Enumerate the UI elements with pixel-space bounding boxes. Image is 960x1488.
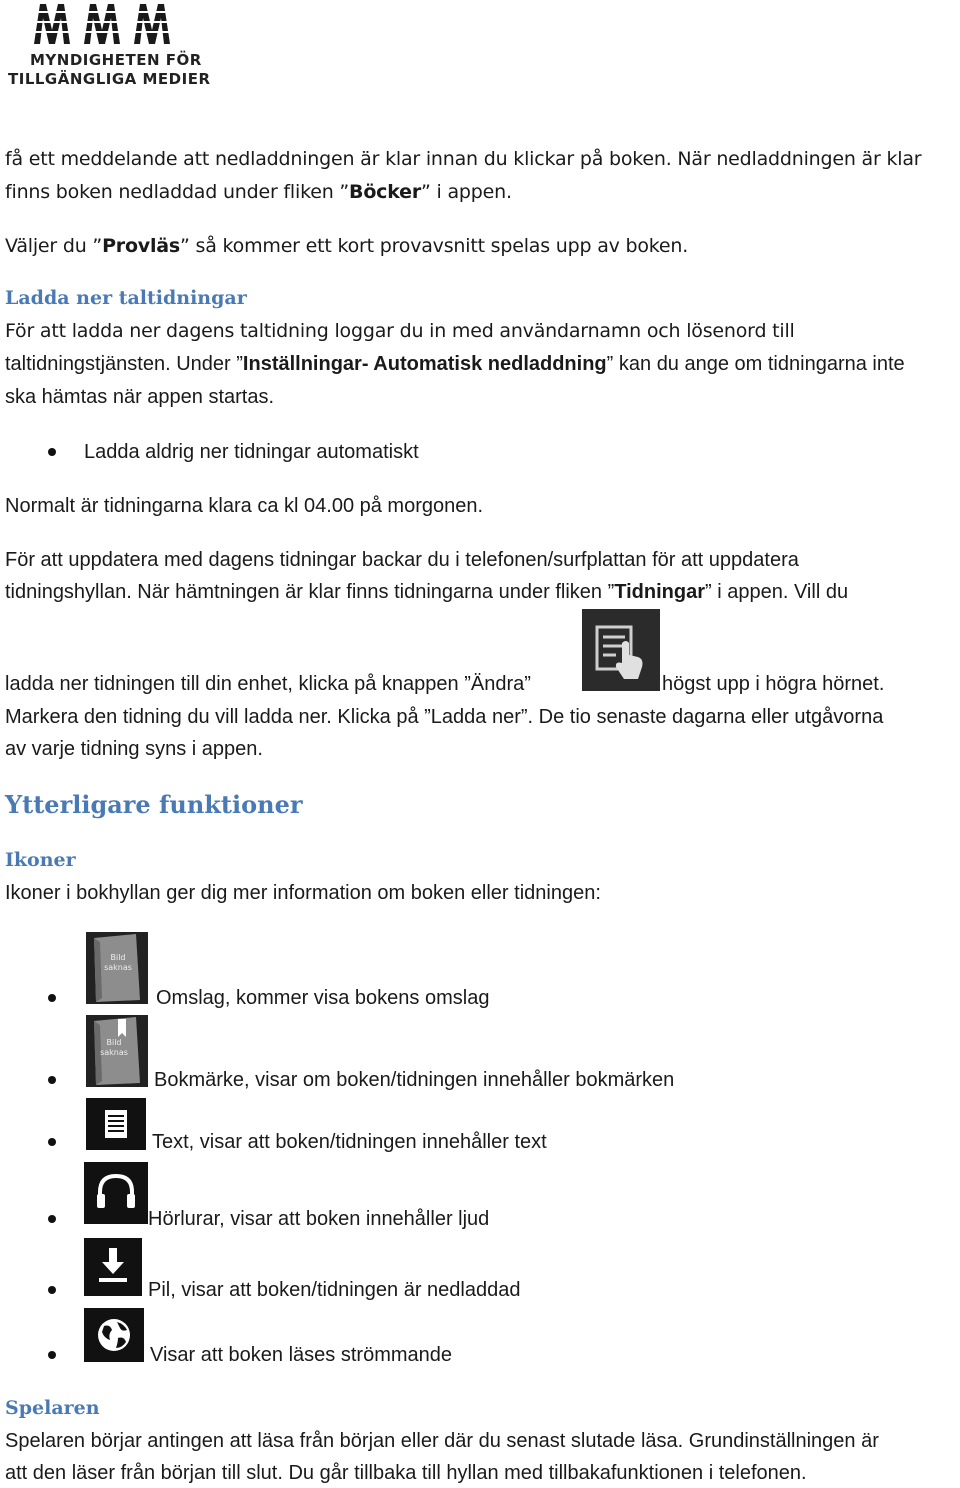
globe-icon [84,1308,144,1362]
text-span: tidningshyllan. När hämtningen är klar finns tidningarna under fliken [5,581,608,603]
quote-mark: ” [607,581,615,603]
cover-icon-text-2: saknas [104,963,132,972]
logo-line-1: MYNDIGHETEN FÖR [30,51,202,69]
paragraph-line: få ett meddelande att nedladdningen är klar innan du klickar på boken. När nedladdningen är klar [5,148,922,170]
icon-description: Text, visar att boken/tidningen innehåller text [152,1131,547,1153]
icon-description: Visar att boken läses strömmande [150,1344,453,1366]
bullet-icon [48,448,56,456]
paragraph-line: För att ladda ner dagens taltidning loggar du in med användarnamn och lösenord till [5,320,795,342]
quote-mark: ” [524,673,531,695]
logo [0,0,220,95]
bullet-icon [48,1215,56,1223]
paragraph-line: ska hämtas när appen startas. [5,386,275,408]
text-span: i appen. [430,181,512,203]
paragraph-line: Spelaren börjar antingen att läsa från början eller där du senast slutade läsa. Grundinställningen är [5,1430,879,1452]
logo-line-2: TILLGÄNGLIGA MEDIER [8,70,211,88]
quote-mark: ” [464,673,471,695]
section-heading: Ladda ner taltidningar [5,287,247,309]
paragraph-line [5,352,905,376]
bold-text: Tidningar [614,581,705,603]
quote-mark: ” [236,353,243,375]
bookmark-icon-text-1: Bild [106,1038,122,1047]
text-span: ladda ner tidningen till din enhet, klicka på knappen [5,673,465,695]
quote-mark: ” [339,181,350,203]
bullet-icon [48,1351,56,1359]
cover-icon [86,932,148,1004]
list-item: Ladda aldrig ner tidningar automatiskt [84,441,419,463]
paragraph-line: Normalt är tidningarna klara ca kl 04.00 på morgonen. [5,495,484,517]
paragraph-line: Markera den tidning du vill ladda ner. Klicka på ”Ladda ner”. De tio senaste dagarna eller utgåvorna [5,706,884,728]
cover-icon-text-1: Bild [110,953,126,962]
icon-description: Bokmärke, visar om boken/tidningen innehåller bokmärken [154,1069,675,1091]
section-heading: Spelaren [5,1397,100,1419]
quote-mark: ” [180,235,190,257]
quote-mark: ” [606,353,614,375]
download-arrow-icon [84,1238,142,1296]
section-heading: Ytterligare funktioner [5,790,303,819]
paragraph-line [5,234,688,258]
logo-mark-icon [30,0,190,46]
subsection-heading: Ikoner [5,849,76,871]
bullet-icon [48,1286,56,1294]
text-icon [86,1098,146,1150]
bullet-icon [48,994,56,1002]
paragraph-line [5,672,531,696]
icon-description: Pil, visar att boken/tidningen är nedladdad [148,1279,521,1301]
text-span: Väljer du [5,235,93,257]
bookmark-icon-text-2: saknas [100,1048,128,1057]
bullet-icon [48,1076,56,1084]
headphones-icon [84,1162,148,1224]
edit-button-icon [582,609,660,691]
paragraph-line: högst upp i högra hörnet. [662,673,885,695]
text-span: kan du ange om tidningarna inte [613,353,905,375]
bold-text: Böcker [349,181,422,203]
quote-mark: ” [421,181,431,203]
paragraph-line: För att uppdatera med dagens tidningar backar du i telefonen/surfplattan för att uppdatera [5,549,799,571]
paragraph-line: att den läser från början till slut. Du går tillbaka till hyllan med tillbakafunktionen i telefonen. [5,1462,807,1484]
text-span: så kommer ett kort provavsnitt spelas upp av boken. [189,235,689,257]
bold-text: Provläs [102,235,181,257]
quote-mark: ” [705,581,712,603]
button-name: Ändra [470,673,525,695]
icon-description: Hörlurar, visar att boken innehåller ljud [148,1208,490,1230]
bullet-icon [48,1138,56,1146]
text-span: i appen. Vill du [711,581,849,603]
icon-description: Omslag, kommer visa bokens omslag [156,987,490,1009]
paragraph-line: av varje tidning syns i appen. [5,738,263,760]
quote-mark: ” [92,235,103,257]
paragraph-line: Ikoner i bokhyllan ger dig mer information om boken eller tidningen: [5,882,601,904]
bookmark-icon [86,1015,148,1087]
paragraph-line [5,580,848,604]
paragraph-line [5,180,512,204]
text-span: taltidningstjänsten. Under [5,353,237,375]
text-span: finns boken nedladdad under fliken [5,181,340,203]
bold-text: Inställningar- Automatisk nedladdning [242,353,607,375]
